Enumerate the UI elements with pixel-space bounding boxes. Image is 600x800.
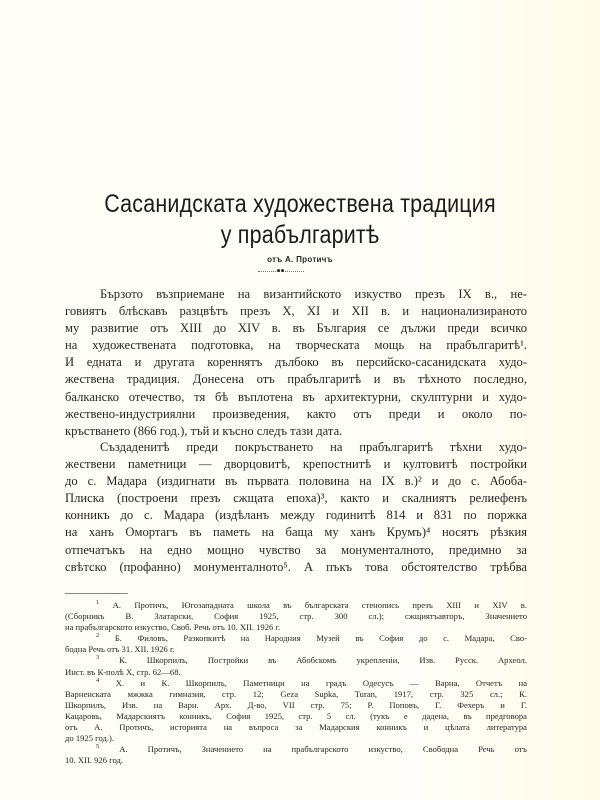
footnote-5 bbox=[65, 744, 527, 766]
text-line: конникъ до с. Мадара (издѣланъ между годинитѣ 814 и 831 по поржка bbox=[65, 508, 527, 523]
footnote-mark: 5 bbox=[96, 743, 100, 751]
footnote-line bbox=[65, 633, 527, 644]
article-title-line-2: у прабългаритѣ bbox=[220, 221, 380, 249]
footnote-line bbox=[65, 678, 527, 689]
footnote-mark: 3 bbox=[96, 654, 100, 662]
footnote-1 bbox=[65, 600, 527, 633]
footnote-line bbox=[65, 600, 527, 611]
text-line: И едната и другата кореннятъ дълбоко въ персийско-сасанидската худо- bbox=[65, 355, 527, 370]
footnote-line: Инст. въ К-полѣ X, стр. 62—68. bbox=[65, 666, 181, 677]
footnote-mark: 2 bbox=[96, 632, 100, 640]
text-line: балканско отечество, тя бѣ въплотена въ архитектурни, скулптурни и худо- bbox=[65, 389, 527, 404]
text-line: Създаденитѣ преди покръстването на прабългаритѣ тѣхни худо- bbox=[100, 440, 527, 454]
footnote-line: бодна Речь отъ 31. XII. 1926 г. bbox=[65, 644, 175, 655]
footnote-separator bbox=[65, 593, 128, 594]
text-line: жествено-индустриялни произведения, както отъ преди и около по- bbox=[65, 406, 527, 421]
footnote-2 bbox=[65, 633, 527, 655]
text-line: говиятъ блѣскавъ разцвѣтъ презъ X, XI и XII в. и национализираното bbox=[65, 304, 527, 319]
footnote-line: на прабългарското изкуство, Своб. Речь отъ 10. XII. 1926 г. bbox=[65, 622, 281, 633]
text-line: Плиска (построени презъ сжщата епоха)³, както и скалниятъ релиефенъ bbox=[65, 491, 527, 506]
footnote-text: А. Протичъ, Значението на прабългарското изкуство, Свободна Речь отъ bbox=[119, 744, 527, 755]
footnote-line bbox=[65, 655, 527, 666]
footnote-line: отъ А. Протичъ, историята на въпроса за Мадарския конникъ и цѣлата литература bbox=[65, 722, 527, 733]
title-ornament-icon bbox=[276, 269, 285, 273]
text-line: кръстването (866 год.), тъй и късно следъ тази дата. bbox=[65, 423, 343, 438]
footnote-line: Шкорпилъ, Изв. на Варн. Арх. Д-во, VII стр. 75; Р. Поповъ, Г. Фехеръ и Г. bbox=[65, 699, 527, 710]
text-line: до с. Мадара (издигнати въ първата половина на IX в.)² и до с. Абоба- bbox=[65, 474, 527, 489]
footnote-line: Варненската мжжка гимназия, стр. 12; Geza Supka, Turan, 1917, стр. 325 сл.; К. bbox=[65, 688, 527, 699]
footnote-text: Х. и К. Шкорпилъ, Паметници на градъ Одесусъ — Варна, Отчетъ на bbox=[115, 677, 528, 688]
article-title-line-1: Сасанидската художествена традиция bbox=[104, 190, 496, 218]
text-line: му развитие отъ XIII до XIV в. въ България се дължи преди всичко bbox=[65, 321, 527, 336]
text-line: отпечатъкъ на едно мощно чувство за монументалното, предимно за bbox=[65, 542, 527, 557]
footnote-line bbox=[65, 744, 527, 755]
footnote-line: Кацаровъ, Мадарскиятъ конникъ, София 1925, стр. 5 сл. (тукъ е дадена, въ предговора bbox=[65, 710, 527, 721]
text-line: на художествената подготовка, на творческата мощь на прабългаритѣ¹. bbox=[65, 338, 527, 353]
paragraph-2 bbox=[65, 439, 527, 576]
text-line: свѣтско (профанно) монументалното⁵. А пъкъ това обстоятелство трѣбва bbox=[65, 559, 527, 574]
footnote-text: Б. Филовъ, Разкопкитѣ на Народния Музей въ София до с. Мадара, Сво- bbox=[114, 633, 527, 644]
footnote-line: 10. XII. 926 год. bbox=[65, 755, 124, 766]
footnote-text: К. Шкорпилъ, Постройки въ Абобскомъ укрепленiи, Изв. Русск. Археол. bbox=[119, 655, 527, 666]
author-byline: отъ А. Протичъ bbox=[267, 255, 333, 264]
footnote-4 bbox=[65, 678, 527, 745]
text-line: Бързото възприемане на византийското изкуство презъ IX в., не- bbox=[100, 287, 527, 301]
footnote-3 bbox=[65, 655, 527, 677]
footnote-text: А. Протичъ, Югозападната школа въ българската стенопись презъ XIII и XIV в. bbox=[112, 600, 527, 610]
paragraph-1 bbox=[65, 286, 527, 440]
footnote-mark: 4 bbox=[96, 676, 100, 684]
footnotes bbox=[65, 600, 527, 766]
text-line: на ханъ Омортагъ въ паметь на баща му ханъ Крумъ)⁴ носятъ рѣзкия bbox=[65, 525, 527, 540]
footnote-line: (Сборникъ В. Златарски, София 1925, стр. 300 сл.); сжщиятъавторъ, Значението bbox=[65, 611, 527, 622]
footnote-line: до 1925 год.). bbox=[65, 733, 115, 744]
footnote-mark: 1 bbox=[96, 599, 100, 606]
text-line: жествени паметници — дворцовитѣ, крепостнитѣ и култовитѣ постройки bbox=[65, 457, 527, 472]
text-line: жествена традиция. Донесена отъ прабългаритѣ и въ тѣхното последно, bbox=[65, 372, 527, 387]
